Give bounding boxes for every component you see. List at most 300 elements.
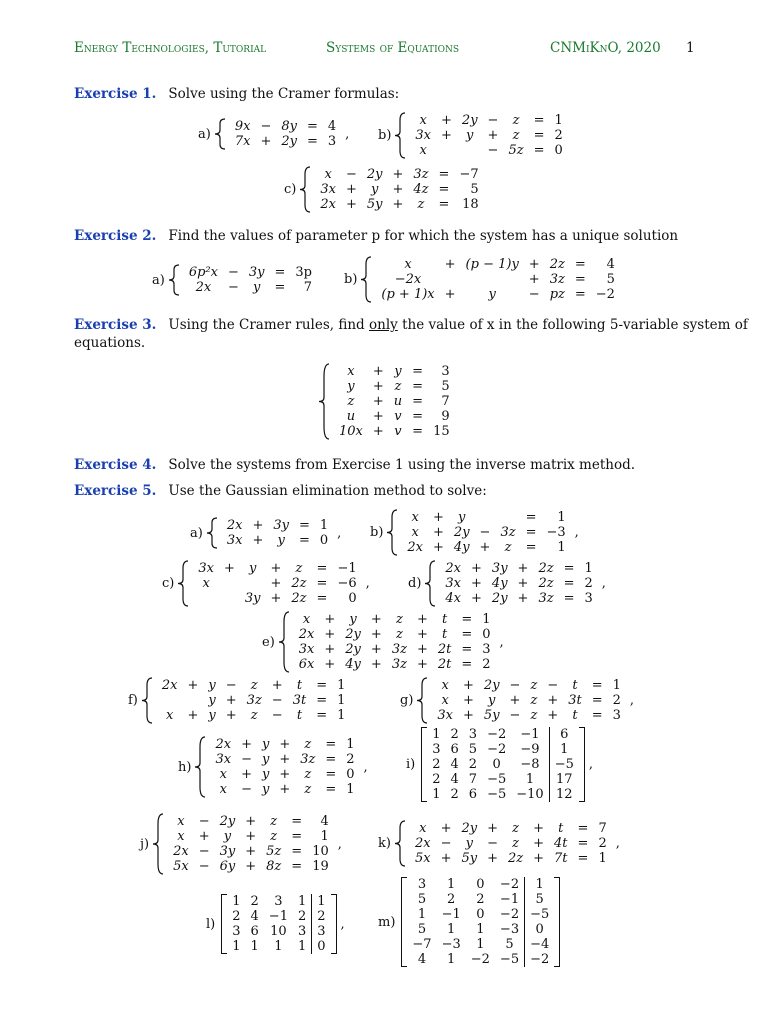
matrix-entry: 1	[250, 939, 259, 954]
matrix-row	[427, 787, 579, 802]
equation-table	[193, 561, 361, 606]
equation-term: +	[487, 851, 498, 866]
matrix-entry: 3	[432, 742, 441, 757]
equation-term: 2y	[219, 814, 236, 829]
matrix-entry: 0	[476, 877, 485, 892]
equation-term: z	[530, 678, 538, 693]
equation-row	[230, 119, 341, 134]
equation-term: −	[345, 167, 357, 182]
equation-term	[183, 693, 204, 708]
matrix-entry: 6	[468, 787, 478, 802]
equation-term: =	[306, 119, 318, 134]
equation-term: 2x	[173, 844, 189, 859]
equation-term: 5z	[508, 143, 524, 158]
matrix-entry: 2	[450, 727, 459, 742]
right-bracket	[579, 727, 585, 802]
matrix-entry: 5	[505, 937, 514, 952]
equation-row	[315, 197, 483, 212]
equation-row	[184, 280, 317, 295]
matrix-entry: 1	[232, 939, 241, 954]
equation-term: +	[225, 693, 237, 708]
equation-term: 3y	[491, 561, 508, 576]
equation-term: −	[271, 708, 283, 723]
equation-term: +	[187, 708, 199, 723]
matrix-row	[407, 937, 554, 952]
equation-term: 4x	[445, 591, 462, 606]
equation-term: t	[296, 708, 303, 723]
equation-term: x	[419, 113, 427, 128]
equation-term: 1	[320, 829, 329, 844]
matrix-row	[227, 894, 330, 909]
equation-term: 19	[312, 859, 329, 874]
equation-term	[440, 272, 461, 287]
matrix-entry: 0	[312, 939, 331, 954]
part-label: g)	[400, 693, 414, 708]
equation-term: +	[270, 561, 282, 576]
system-5d	[408, 560, 606, 607]
equation-term: =	[298, 518, 310, 533]
equation-row	[315, 182, 483, 197]
equation-term: 6p²x	[188, 265, 218, 280]
matrix-entry: 10	[270, 924, 287, 939]
equation-term: +	[547, 693, 559, 708]
exercise-text: Solve using the Cramer formulas:	[168, 86, 400, 102]
equation-term: x	[219, 767, 227, 782]
equation-term: =	[412, 394, 424, 409]
part-label: c)	[284, 182, 297, 197]
equation-term: y	[261, 752, 270, 767]
matrix-entry: 1	[297, 939, 307, 954]
matrix-entry: 1	[447, 922, 456, 937]
equation-term: −	[547, 678, 559, 693]
equation-term: 2y	[483, 678, 500, 693]
header-institution: CNMiKnO, 2020	[550, 40, 661, 56]
equation-term: +	[533, 821, 545, 836]
part-label: b)	[344, 272, 358, 287]
exercise-text-post: the value of x in the following 5-variable system of	[397, 317, 748, 333]
equation-term: y	[261, 782, 270, 797]
equation-term: z	[250, 678, 258, 693]
punctuation: ,	[363, 759, 368, 775]
exercise-3	[74, 317, 748, 333]
equation-term: x	[411, 510, 419, 525]
matrix-entry: 5	[468, 742, 478, 757]
system-2b	[344, 256, 620, 303]
equation-term: +	[245, 859, 257, 874]
equation-term: +	[533, 851, 545, 866]
equation-table	[315, 167, 483, 212]
system-5f	[128, 677, 350, 724]
equation-term: =	[533, 143, 545, 158]
matrix-entry: 1	[432, 787, 441, 802]
equation-term: +	[463, 708, 474, 723]
matrix-entry: 7	[468, 772, 478, 787]
equation-term: 1	[337, 708, 346, 723]
matrix-row	[427, 727, 579, 742]
equation-term: y	[466, 128, 474, 143]
equation-term: 2y	[345, 627, 361, 642]
equation-term: +	[528, 257, 540, 272]
matrix-entry: 3	[468, 727, 478, 742]
equation-term: 10	[312, 844, 329, 859]
equation-term: −7	[459, 167, 479, 182]
equation-term: +	[440, 821, 452, 836]
equation-row	[410, 113, 567, 128]
equation-term: +	[416, 627, 428, 642]
equation-term: +	[324, 612, 336, 627]
equation-term: 3	[327, 134, 337, 149]
punctuation: ,	[601, 576, 606, 591]
left-brace	[386, 509, 398, 556]
equation-term: −	[487, 113, 499, 128]
equation-term: +	[392, 197, 404, 212]
matrix-entry: 5	[525, 892, 555, 907]
punctuation: ,	[345, 126, 350, 142]
matrix-entry: 4	[450, 757, 459, 772]
equation-term	[475, 510, 496, 525]
equation-term: 9x	[234, 119, 251, 134]
equation-term: 5	[470, 182, 479, 197]
punctuation: ,	[615, 836, 620, 851]
equation-term: =	[306, 134, 318, 149]
equation-row	[168, 844, 334, 859]
equation-term: +	[440, 851, 452, 866]
part-label: c)	[162, 576, 175, 591]
exercise-label: Exercise 3.	[74, 317, 157, 333]
matrix-entry: 1	[297, 894, 307, 909]
exercise-label: Exercise 4.	[74, 457, 157, 473]
equation-term	[240, 576, 266, 591]
equation-term: =	[412, 424, 424, 439]
equation-term: +	[471, 561, 482, 576]
equation-term: 5x	[414, 851, 431, 866]
equation-term: +	[241, 767, 252, 782]
equation-term: 3x	[445, 576, 462, 591]
equation-term: +	[279, 737, 291, 752]
matrix-entry: 1	[525, 772, 535, 787]
equation-term: 2x	[226, 518, 243, 533]
equation-term: 7t	[554, 851, 568, 866]
matrix-table	[427, 727, 579, 802]
part-label: b)	[370, 525, 384, 540]
matrix-entry: 2	[250, 894, 259, 909]
equation-term: y	[208, 708, 216, 723]
equation-row	[410, 836, 612, 851]
left-brace	[360, 256, 372, 303]
left-brace	[424, 560, 436, 607]
equation-row	[294, 612, 496, 627]
equation-term: =	[325, 752, 337, 767]
equation-term: 2y	[461, 113, 478, 128]
equation-term: 3	[584, 591, 593, 606]
matrix-entry: 0	[476, 907, 485, 922]
equation-table	[210, 737, 359, 797]
equation-term: 0	[348, 591, 357, 606]
matrix-entry: −5	[549, 757, 579, 772]
equation-term: −	[198, 859, 210, 874]
equation-term: −	[260, 119, 272, 134]
equation-term: 3z	[391, 657, 407, 672]
system-2a	[152, 264, 317, 296]
system-5h	[178, 736, 368, 798]
right-bracket	[554, 877, 560, 967]
left-brace	[394, 820, 406, 867]
equation-term: 2x	[161, 678, 178, 693]
system-3	[318, 363, 455, 440]
equation-term: 0	[482, 627, 491, 642]
matrix-entry: −1	[441, 907, 461, 922]
matrix-entry: 4	[250, 909, 259, 924]
equation-term: +	[509, 693, 521, 708]
equation-term: 5	[441, 379, 450, 394]
equation-term: =	[591, 678, 603, 693]
equation-term: 2x	[320, 197, 336, 212]
equation-table	[168, 814, 334, 874]
left-brace	[194, 736, 206, 798]
equation-term: x	[419, 821, 427, 836]
equation-term: +	[241, 737, 252, 752]
equation-term: =	[574, 257, 586, 272]
equation-term: =	[525, 510, 537, 525]
equation-term: =	[291, 859, 303, 874]
equation-term: 3z	[391, 642, 407, 657]
matrix-entry: 1	[232, 894, 241, 909]
system-5j	[140, 813, 342, 875]
matrix-5m	[378, 877, 560, 967]
matrix-entry: 1	[447, 952, 456, 967]
equation-term: 15	[433, 424, 450, 439]
equation-term: +	[433, 510, 444, 525]
equation-term: z	[394, 379, 402, 394]
matrix-table	[227, 894, 330, 954]
system-5e	[262, 611, 504, 673]
equation-term	[495, 510, 520, 525]
part-label: a)	[190, 525, 203, 541]
equation-term: +	[370, 642, 382, 657]
equation-term: z	[395, 627, 403, 642]
equation-term: =	[316, 576, 328, 591]
equation-term: =	[574, 287, 586, 302]
equation-term: =	[291, 829, 303, 844]
equation-row	[334, 364, 455, 379]
equation-term: 3	[612, 708, 621, 723]
system-1c	[284, 166, 484, 213]
equation-term: 1	[598, 851, 607, 866]
equation-term: y	[488, 287, 496, 302]
part-label: e)	[262, 634, 275, 650]
equation-term: =	[438, 182, 450, 197]
equation-term: 1	[337, 678, 346, 693]
equation-term: z	[347, 394, 355, 409]
equation-term: x	[441, 678, 449, 693]
matrix-entry: 3	[297, 924, 307, 939]
equation-term: 3z	[300, 752, 316, 767]
equation-term: −	[440, 836, 452, 851]
equation-term: 1	[557, 540, 566, 555]
equation-term	[157, 693, 183, 708]
equation-row	[402, 510, 570, 525]
matrix-entry: 1	[447, 877, 456, 892]
equation-term: 5	[606, 272, 615, 287]
equation-term: 4t	[554, 836, 568, 851]
equation-term: +	[225, 708, 237, 723]
left-brace	[206, 517, 218, 549]
equation-term: y	[371, 182, 379, 197]
equation-term: z	[250, 708, 258, 723]
equation-term: 5y	[366, 197, 383, 212]
equation-table	[410, 821, 612, 866]
matrix-entry: 1	[432, 727, 441, 742]
equation-term: 4	[320, 814, 329, 829]
exercise-text: Use the Gaussian elimination method to solve:	[168, 483, 487, 499]
equation-term: x	[177, 829, 185, 844]
matrix-entry: −2	[487, 727, 507, 742]
left-brace	[318, 363, 330, 440]
equation-term: 3	[482, 642, 491, 657]
equation-table	[440, 561, 597, 606]
equation-term: 0	[319, 533, 329, 548]
equation-term: z	[270, 814, 278, 829]
equation-row	[294, 642, 496, 657]
matrix-entry: 3	[274, 894, 283, 909]
equation-term: +	[517, 591, 529, 606]
left-brace	[177, 560, 189, 607]
equation-term: =	[325, 767, 337, 782]
matrix-entry: 0	[492, 757, 501, 772]
equation-term: =	[577, 851, 589, 866]
equation-row	[222, 518, 333, 533]
equation-term: −	[241, 752, 252, 767]
equation-row	[376, 272, 620, 287]
equation-term: =	[412, 364, 424, 379]
matrix-entry: 4	[450, 772, 459, 787]
equation-term: +	[372, 394, 384, 409]
equation-term: +	[370, 612, 382, 627]
equation-term: x	[404, 257, 412, 272]
equation-term: =	[461, 642, 473, 657]
equation-table	[376, 257, 620, 302]
equation-term: z	[270, 829, 278, 844]
equation-term: 3x	[198, 561, 214, 576]
equation-term: 3z	[246, 693, 262, 708]
equation-term: 5y	[483, 708, 500, 723]
exercise-1	[74, 86, 399, 102]
equation-term: x	[166, 708, 174, 723]
equation-term: −2x	[394, 272, 422, 287]
equation-term: 2	[554, 128, 563, 143]
matrix-entry: −1	[268, 909, 288, 924]
equation-term: 1	[557, 510, 566, 525]
equation-term: 3y	[219, 844, 236, 859]
equation-term: 3x	[415, 128, 432, 143]
equation-term: +	[270, 591, 282, 606]
matrix-row	[227, 924, 330, 939]
equation-term: +	[487, 128, 499, 143]
equation-term: y	[223, 829, 232, 844]
equation-term: 9	[441, 409, 450, 424]
equation-term: x	[177, 814, 185, 829]
augmented-matrix	[401, 877, 560, 967]
matrix-entry: −8	[520, 757, 540, 772]
matrix-entry: 1	[274, 939, 283, 954]
equation-term: +	[441, 113, 452, 128]
equation-term: =	[525, 525, 537, 540]
part-label: b)	[378, 128, 392, 143]
equation-row	[210, 767, 359, 782]
equation-term: +	[533, 836, 545, 851]
equation-term: 1	[482, 612, 491, 627]
equation-term: 1	[346, 737, 355, 752]
matrix-entry: 4	[417, 952, 427, 967]
matrix-entry: 2	[447, 892, 456, 907]
matrix-entry: 6	[549, 727, 579, 742]
equation-term: =	[525, 540, 537, 555]
punctuation: ,	[629, 693, 635, 708]
equation-row	[440, 576, 597, 591]
equation-term: 3y	[273, 518, 289, 533]
equation-term: 1	[319, 518, 329, 533]
equation-term: y	[465, 836, 473, 851]
equation-term: v	[394, 409, 402, 424]
matrix-entry: 2	[432, 757, 441, 772]
matrix-entry: −2	[487, 742, 507, 757]
equation-row	[193, 561, 361, 576]
matrix-entry: −9	[520, 742, 540, 757]
equation-term: 3p	[295, 265, 312, 280]
equation-term: +	[245, 844, 257, 859]
equation-term: 2y	[491, 591, 508, 606]
equation-term: +	[245, 814, 257, 829]
equation-term: 2z	[291, 576, 307, 591]
equation-term: y	[394, 364, 402, 379]
equation-term: 7	[303, 280, 312, 295]
equation-term: +	[528, 272, 540, 287]
equation-term: −	[225, 678, 237, 693]
equation-table	[294, 612, 496, 672]
equation-term: +	[416, 657, 428, 672]
matrix-entry: 6	[450, 742, 459, 757]
equation-term: +	[392, 167, 404, 182]
equation-term: 4z	[413, 182, 429, 197]
equation-term: +	[517, 561, 529, 576]
equation-term: 3x	[320, 182, 336, 197]
equation-term: 6y	[219, 859, 236, 874]
equation-term: =	[533, 113, 545, 128]
matrix-entry: 0	[525, 922, 555, 937]
matrix-entry: 1	[549, 742, 579, 757]
page-number: 1	[686, 40, 695, 56]
equation-row	[193, 576, 361, 591]
equation-term: +	[252, 518, 264, 533]
equation-term: 2z	[291, 591, 307, 606]
punctuation: ,	[337, 836, 342, 852]
equation-term: 4y	[453, 540, 470, 555]
equation-term: −6	[337, 576, 357, 591]
equation-row	[334, 409, 455, 424]
exercise-5	[74, 483, 487, 499]
equation-term: 2t	[437, 657, 452, 672]
equation-term: −	[227, 265, 239, 280]
equation-row	[168, 814, 334, 829]
matrix-entry: 1	[312, 894, 331, 909]
equation-term: (p − 1)y	[465, 257, 519, 272]
equation-term: +	[547, 708, 559, 723]
matrix-entry: −3	[499, 922, 520, 937]
equation-term: y	[261, 737, 270, 752]
equation-row	[440, 561, 597, 576]
equation-term: +	[245, 829, 257, 844]
equation-term: 18	[462, 197, 479, 212]
